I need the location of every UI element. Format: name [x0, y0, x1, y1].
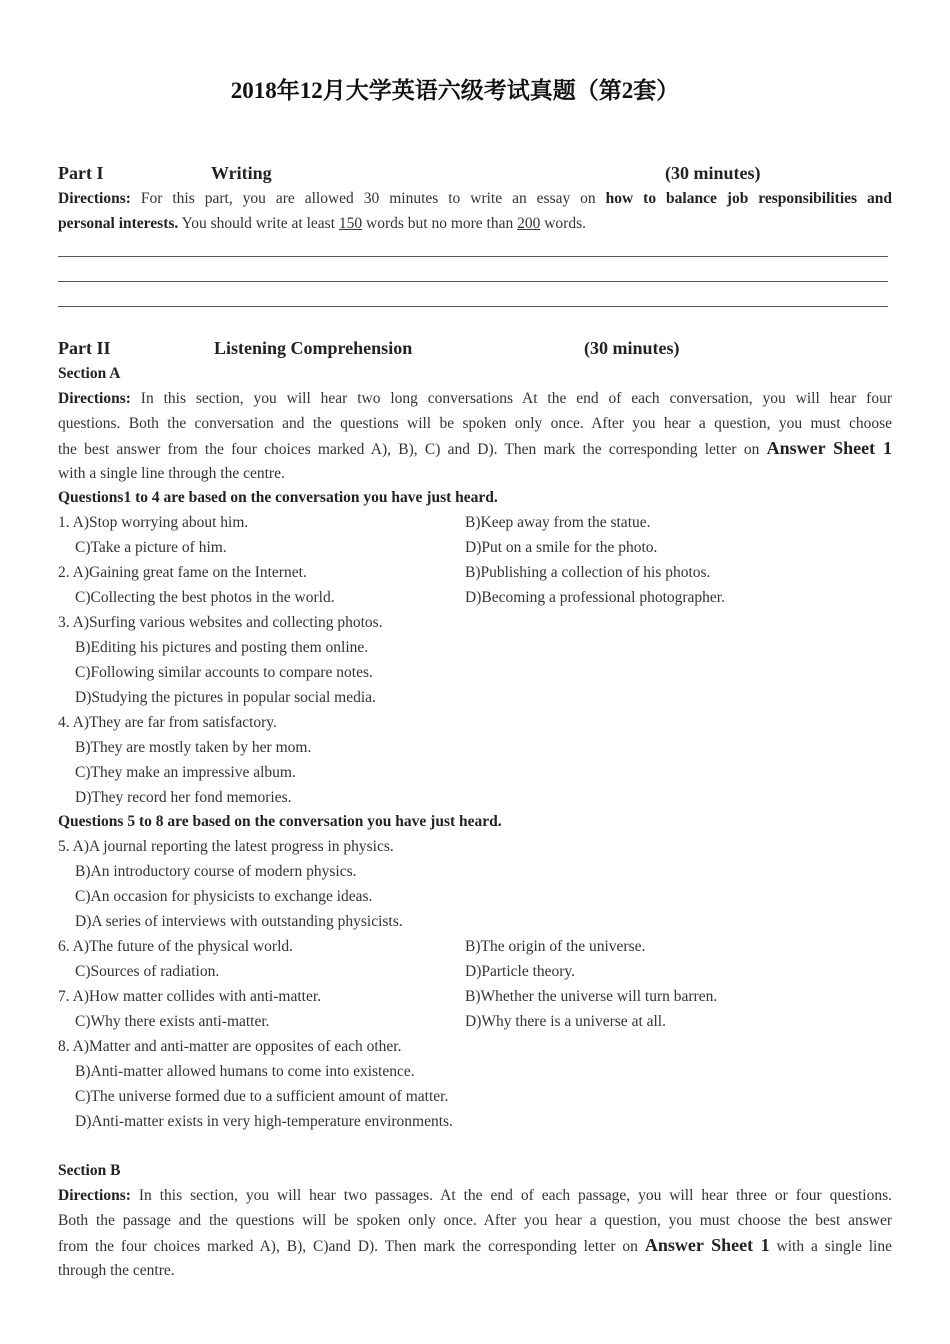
directions-text: In this section, you will hear two long conversations At the end of each conversation, you will hear four [140, 390, 892, 407]
option-b: B)Anti-matter allowed humans to come into existence. [75, 1063, 415, 1080]
option-c: C)An occasion for physicists to exchange ideas. [75, 888, 373, 905]
question-6-row2 [58, 959, 909, 984]
directions-text: the best answer from the four choices marked A), B), C) and D). Then mark the corresponding letter on [58, 441, 760, 458]
directions-text: questions. Both the conversation and the questions will be spoken only once. After you hear a question, you must choose [58, 415, 892, 432]
option-d: D)Why there is a universe at all. [465, 1013, 666, 1030]
option-b: B)Whether the universe will turn barren. [465, 988, 718, 1005]
section-a-directions-line1 [58, 386, 892, 411]
part2-label: Part II [58, 338, 111, 358]
part1-name: Writing [211, 163, 272, 183]
option-b: B)Keep away from the statue. [465, 514, 651, 531]
question-5: 5. A)A journal reporting the latest progress in physics. [58, 838, 394, 855]
option-c: C)Why there exists anti-matter. [75, 1013, 270, 1030]
answer-sheet-label: Answer Sheet 1 [644, 1235, 770, 1255]
option-d: D)Becoming a professional photographer. [465, 589, 725, 606]
question-2 [58, 560, 892, 585]
section-a-label: Section A [58, 365, 121, 382]
answer-sheet-label: Answer Sheet 1 [766, 438, 892, 458]
question-3: 3. A)Surfing various websites and collecting photos. [58, 614, 383, 631]
directions-text: with a single line [776, 1238, 892, 1255]
max-words: 200 [517, 215, 541, 232]
question-7 [58, 984, 892, 1009]
essay-topic-cont: personal interests. [58, 215, 179, 232]
directions-label: Directions: [58, 1187, 131, 1204]
option-d: D)Anti-matter exists in very high-temperature environments. [75, 1113, 453, 1130]
writing-line [58, 281, 888, 282]
section-a-directions-line3 [58, 436, 892, 461]
directions-text: Both the passage and the questions will be spoken only once. After you hear a question, you must choose the best answer [58, 1212, 892, 1229]
option-d: D)Particle theory. [465, 963, 576, 980]
section-b-directions-line4: through the centre. [58, 1262, 175, 1279]
directions-text: from the four choices marked A), B), C)and D). Then mark the corresponding letter on [58, 1238, 638, 1255]
question-6 [58, 934, 892, 959]
directions-text: words. [544, 215, 586, 232]
option-c: C)They make an impressive album. [75, 764, 296, 781]
option-a: 1. A)Stop worrying about him. [58, 514, 249, 531]
question-1 [58, 510, 892, 535]
option-d: D)Put on a smile for the photo. [465, 539, 658, 556]
section-b-directions-line3 [58, 1233, 892, 1258]
option-a: 6. A)The future of the physical world. [58, 938, 294, 955]
part2-time: (30 minutes) [584, 338, 680, 358]
question-4: 4. A)They are far from satisfactory. [58, 714, 277, 731]
section-a-directions-line4: with a single line through the centre. [58, 465, 285, 482]
directions-label: Directions: [58, 190, 131, 207]
writing-line [58, 256, 888, 257]
option-b: B)The origin of the universe. [465, 938, 646, 955]
part2-name: Listening Comprehension [214, 338, 413, 358]
option-b: B)They are mostly taken by her mom. [75, 739, 312, 756]
section-b-label: Section B [58, 1162, 121, 1179]
option-b: B)An introductory course of modern physics. [75, 863, 357, 880]
directions-text: words but no more than [366, 215, 514, 232]
option-d: D)They record her fond memories. [75, 789, 292, 806]
directions-text: In this section, you will hear two passages. At the end of each passage, you will hear three or four questions. [138, 1187, 892, 1204]
writing-line [58, 306, 888, 307]
question-group-1: Questions1 to 4 are based on the conversation you have just heard. [58, 489, 498, 506]
section-a-directions-line2 [58, 411, 892, 436]
directions-text: For this part, you are allowed 30 minutes to write an essay on [140, 190, 596, 207]
option-a: 2. A)Gaining great fame on the Internet. [58, 564, 307, 581]
section-b-directions-line1 [58, 1183, 892, 1208]
question-7-row2 [58, 1009, 909, 1034]
question-8: 8. A)Matter and anti-matter are opposites of each other. [58, 1038, 402, 1055]
option-c: C)Sources of radiation. [75, 963, 220, 980]
part1-time: (30 minutes) [665, 163, 761, 183]
directions-text: You should write at least [181, 215, 335, 232]
min-words: 150 [338, 215, 363, 232]
option-c: C)Following similar accounts to compare notes. [75, 664, 373, 681]
part1-label: Part I [58, 163, 104, 183]
option-b: B)Publishing a collection of his photos. [465, 564, 711, 581]
question-2-row2 [58, 585, 909, 610]
option-d: D)Studying the pictures in popular social media. [75, 689, 376, 706]
question-1-row2 [58, 535, 909, 560]
question-group-2: Questions 5 to 8 are based on the conversation you have just heard. [58, 813, 502, 830]
part1-directions-line2 [58, 211, 892, 236]
option-c: C)The universe formed due to a sufficient amount of matter. [75, 1088, 449, 1105]
option-d: D)A series of interviews with outstanding physicists. [75, 913, 403, 930]
essay-topic: how to balance job responsibilities and [605, 190, 892, 207]
section-b-directions-line2 [58, 1208, 892, 1233]
page-title: 2018年12月大学英语六级考试真题（第2套） [230, 78, 680, 103]
directions-label: Directions: [58, 390, 131, 407]
option-c: C)Collecting the best photos in the world. [75, 589, 335, 606]
option-c: C)Take a picture of him. [75, 539, 227, 556]
part1-directions-line1 [58, 186, 892, 211]
option-a: 7. A)How matter collides with anti-matter. [58, 988, 322, 1005]
option-b: B)Editing his pictures and posting them online. [75, 639, 369, 656]
